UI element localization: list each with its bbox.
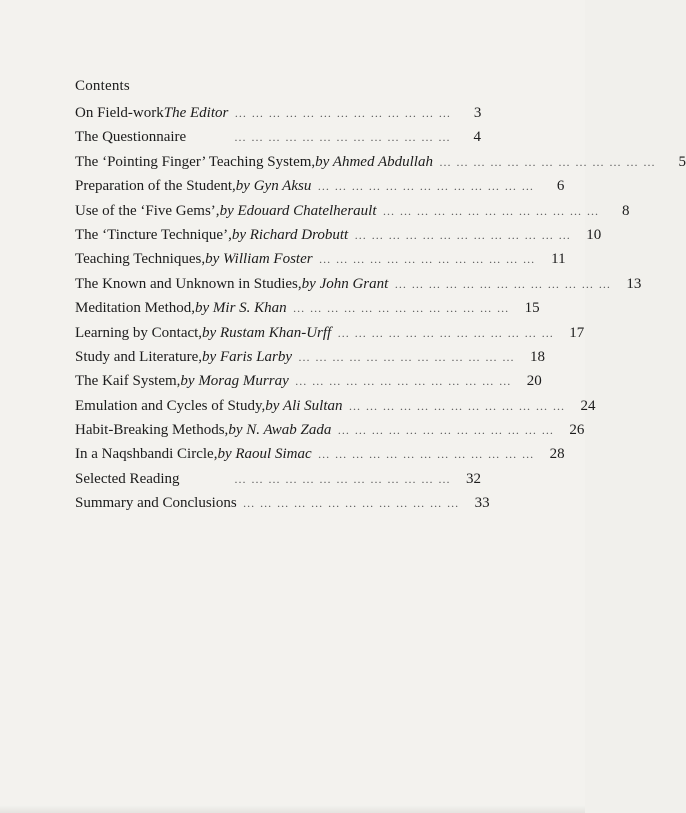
toc-entry: [75, 101, 481, 125]
entry-page-number: 8: [622, 202, 630, 219]
entry-page-number: 11: [551, 251, 566, 268]
dot-leader: … … … … … … … … … … … … …: [298, 349, 516, 364]
entry-title: Emulation and Cycles of Study,: [75, 397, 266, 414]
entry-author: by Edouard Chatelherault: [219, 202, 377, 219]
entry-title: The Kaif System,: [75, 373, 181, 390]
toc-entry: [75, 296, 540, 320]
toc-entry: [75, 394, 596, 418]
toc-entry: [75, 247, 566, 271]
entry-title: Summary and Conclusions: [75, 495, 237, 512]
entry-page-number: 5: [678, 153, 686, 170]
entry-author: by Mir S. Khan: [195, 300, 287, 317]
toc-entry: [75, 150, 686, 174]
entry-author: by N. Awab Zada: [228, 422, 332, 439]
entry-page-number: 32: [466, 470, 481, 487]
toc-entry: [75, 345, 546, 369]
page-edge: [0, 805, 585, 813]
contents-heading: Contents: [75, 78, 130, 94]
entry-title: The Questionnaire: [75, 129, 187, 146]
entry-title: Meditation Method,: [75, 300, 195, 317]
entry-author: by Raoul Simac: [217, 446, 312, 463]
entry-page-number: 20: [526, 373, 542, 390]
entry-author: The Editor: [163, 105, 229, 121]
entry-title: Preparation of the Student,: [75, 178, 236, 195]
dot-leader: … … … … … … … … … … … … …: [337, 423, 555, 438]
dot-leader: … … … … … … … … … … … … …: [234, 106, 452, 120]
entry-title: Teaching Techniques,: [75, 251, 206, 268]
entry-author: by Morag Murray: [180, 373, 289, 390]
dot-leader: … … … … … … … … … … … … …: [394, 276, 612, 291]
dot-leader: … … … … … … … … … … … … …: [337, 325, 555, 340]
entry-title: The ‘Pointing Finger’ Teaching System,: [75, 153, 316, 170]
entry-title: Learning by Contact,: [75, 324, 203, 341]
entry-page-number: 13: [626, 275, 642, 292]
entry-page-number: 17: [569, 324, 585, 341]
entry-page-number: 10: [586, 226, 602, 243]
entry-page-number: 26: [569, 422, 585, 439]
toc-entry: [75, 418, 585, 442]
entry-page-number: 6: [556, 178, 565, 195]
entry-title: Habit-Breaking Methods,: [75, 422, 229, 439]
dot-leader: … … … … … … … … … … … … …: [317, 447, 535, 462]
entry-author: by Faris Larby: [202, 348, 293, 365]
dot-leader: … … … … … … … … … … … … …: [234, 471, 451, 486]
entry-author: by Ali Sultan: [265, 397, 343, 414]
toc-entry: [75, 199, 630, 223]
entry-page-number: 15: [524, 300, 540, 317]
entry-title: In a Naqshbandi Circle,: [75, 446, 218, 463]
dot-leader: … … … … … … … … … … … … …: [354, 227, 572, 242]
entry-author: by William Foster: [205, 251, 313, 268]
toc-entry: [75, 467, 481, 491]
entry-page-number: 18: [530, 348, 546, 365]
dot-leader: … … … … … … … … … … … … …: [438, 154, 656, 169]
toc-entry: [75, 272, 642, 296]
entry-page-number: 24: [580, 397, 596, 414]
dot-leader: … … … … … … … … … … … … …: [317, 179, 535, 194]
dot-leader: … … … … … … … … … … … … …: [234, 130, 451, 145]
entry-author: by Richard Drobutt: [231, 226, 349, 243]
entry-author: by Ahmed Abdullah: [315, 153, 433, 170]
entry-author: by Gyn Aksu: [235, 178, 312, 195]
entry-title: Selected Reading: [75, 470, 180, 487]
toc-entry: [75, 125, 481, 149]
entry-page-number: 33: [474, 495, 490, 512]
toc-entry: [75, 442, 565, 466]
entry-page-number: 3: [473, 105, 482, 121]
dot-leader: … … … … … … … … … … … … …: [318, 252, 536, 267]
entry-title: The ‘Tincture Technique’,: [75, 226, 232, 243]
entry-title: On Field-work: [75, 105, 164, 121]
toc-entry: [75, 321, 585, 345]
dot-leader: … … … … … … … … … … … … …: [242, 496, 460, 511]
toc-entry: [75, 369, 542, 393]
toc-entry: [75, 223, 602, 247]
toc-entry: [75, 174, 565, 198]
dot-leader: … … … … … … … … … … … … …: [348, 398, 566, 413]
entry-title: The Known and Unknown in Studies,: [75, 275, 302, 292]
entry-page-number: 28: [549, 446, 565, 463]
dot-leader: … … … … … … … … … … … … …: [292, 301, 510, 316]
table-of-contents: [75, 101, 686, 516]
entry-title: Study and Literature,: [75, 348, 203, 365]
entry-page-number: 4: [473, 129, 481, 146]
dot-leader: … … … … … … … … … … … … …: [382, 203, 600, 218]
toc-entry: [75, 491, 490, 515]
entry-author: by Rustam Khan-Urff: [202, 324, 332, 341]
dot-leader: … … … … … … … … … … … … …: [294, 374, 512, 389]
entry-title: Use of the ‘Five Gems’,: [75, 202, 220, 219]
entry-author: by John Grant: [301, 275, 389, 292]
